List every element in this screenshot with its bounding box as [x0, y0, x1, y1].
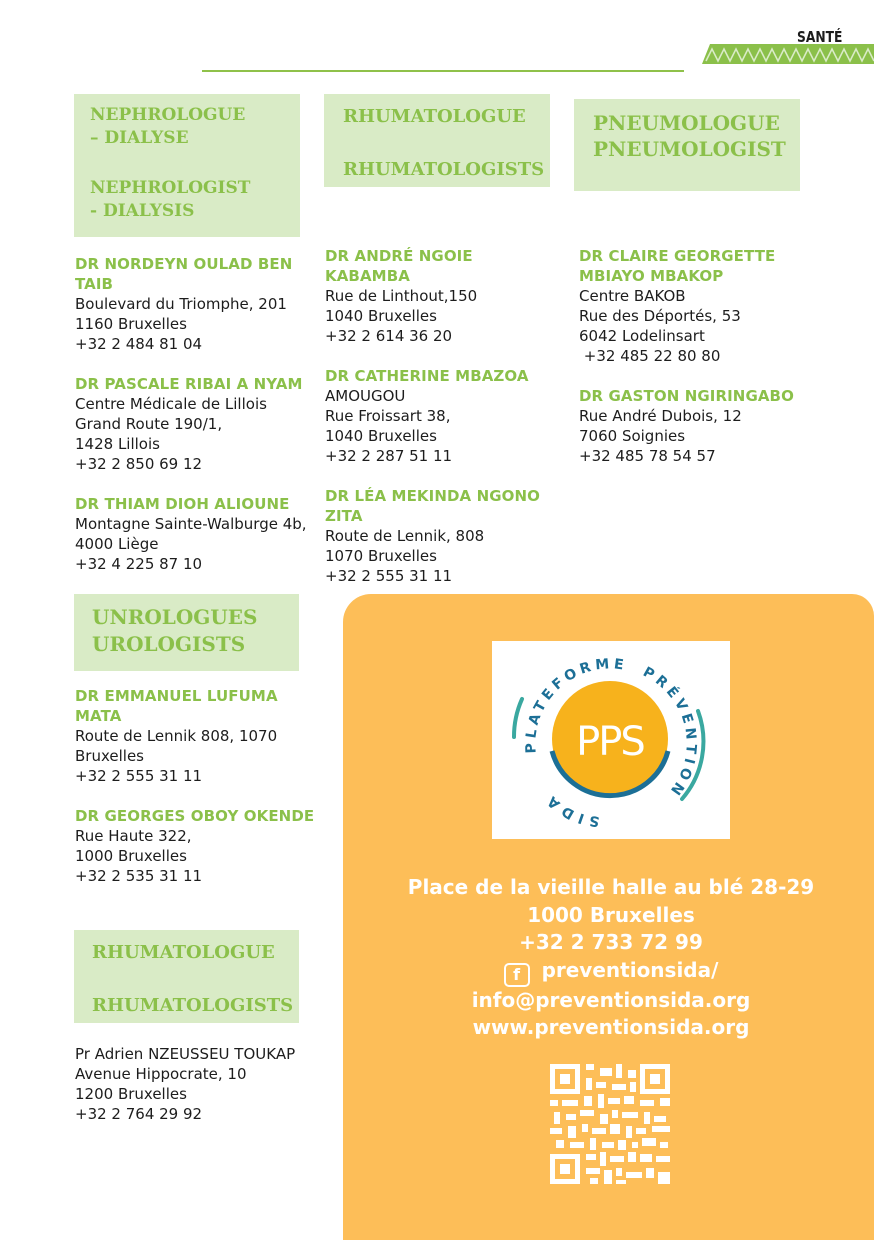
- category-title-en-cont: - DIALYSIS: [90, 200, 195, 221]
- urology-list: [75, 686, 315, 906]
- city-line: 1040 Bruxelles: [325, 427, 437, 445]
- contact-website[interactable]: www.preventionsida.org: [472, 1015, 750, 1039]
- organisation-logo: [492, 641, 730, 839]
- doctor-name-plain: AMOUGOU: [325, 387, 406, 405]
- logo-monogram: PPS: [576, 719, 644, 765]
- address-line: Rue Froissart 38,: [325, 407, 451, 425]
- rheumatology-list: [325, 246, 565, 606]
- doctor-entry: [579, 386, 819, 466]
- address-line: Grand Route 190/1,: [75, 415, 223, 433]
- city-line: 1160 Bruxelles: [75, 315, 187, 333]
- phone-line: +32 2 287 51 11: [325, 447, 453, 465]
- address-line: Centre Médicale de Lillois: [75, 395, 267, 413]
- address-line: Centre BAKOB: [579, 287, 686, 305]
- city-line: 1000 Bruxelles: [75, 847, 187, 865]
- phone-line: +32 4 225 87 10: [75, 555, 203, 573]
- contact-facebook[interactable]: preventionsida/: [541, 957, 719, 982]
- section-label: SANTÉ: [797, 28, 843, 46]
- doctor-name: DR LÉA MEKINDA NGONO: [325, 487, 540, 505]
- doctor-name-cont: TAIB: [75, 275, 114, 293]
- category-title-en: RHUMATOLOGISTS: [92, 995, 294, 1016]
- nephrology-list: [75, 254, 315, 594]
- pps-logo-graphic: [492, 641, 730, 839]
- doctor-name-plain: Pr Adrien NZEUSSEU TOUKAP: [75, 1045, 296, 1063]
- category-title-en: PNEUMOLOGIST: [593, 137, 786, 161]
- contact-email[interactable]: info@preventionsida.org: [471, 987, 751, 1012]
- contact-facebook-row[interactable]: [343, 957, 874, 987]
- city-line: 4000 Liège: [75, 535, 159, 553]
- city-line: Bruxelles: [75, 747, 144, 765]
- address-line: Route de Lennik 808, 1070: [75, 727, 278, 745]
- category-title-fr: RHUMATOLOGUE: [92, 942, 275, 963]
- category-title-en: NEPHROLOGIST: [90, 177, 251, 198]
- doctor-entry: [75, 1044, 315, 1124]
- rheumatology-list-2: [75, 1044, 315, 1144]
- phone-line: +32 485 78 54 57: [579, 447, 716, 465]
- address-line: Rue de Linthout,150: [325, 287, 478, 305]
- contact-city: 1000 Bruxelles: [527, 902, 695, 927]
- contact-phone[interactable]: +32 2 733 72 99: [519, 930, 703, 954]
- doctor-name-cont: MBIAYO MBAKOP: [579, 267, 724, 285]
- city-line: 1428 Lillois: [75, 435, 160, 453]
- category-title-fr: NEPHROLOGUE: [90, 105, 246, 125]
- doctor-entry: [325, 366, 565, 466]
- doctor-entry: [75, 494, 315, 574]
- doctor-name: DR THIAM DIOH ALIOUNE: [75, 495, 290, 513]
- address-line: Avenue Hippocrate, 10: [75, 1065, 247, 1083]
- address-line: Montagne Sainte-Walburge 4b,: [75, 515, 307, 533]
- address-line: Route de Lennik, 808: [325, 527, 485, 545]
- address-line: Rue André Dubois, 12: [579, 407, 742, 425]
- category-box-rheumatology-2: [74, 930, 299, 1023]
- phone-line: +32 485 22 80 80: [579, 347, 721, 365]
- facebook-icon: f: [504, 963, 530, 987]
- doctor-entry: [579, 246, 819, 366]
- city-line: 1070 Bruxelles: [325, 547, 437, 565]
- logo-ring-text-right: PRÉVENTION: [640, 664, 700, 801]
- doctor-name: DR GASTON NGIRINGABO: [579, 387, 794, 405]
- address-line: Rue des Déportés, 53: [579, 307, 741, 325]
- doctor-name: DR NORDEYN OULAD BEN: [75, 255, 293, 273]
- contact-block: [343, 874, 874, 1042]
- doctor-entry: [75, 374, 315, 474]
- doctor-entry: [325, 246, 565, 346]
- logo-ring-text-top: PLATEFORME: [523, 656, 629, 754]
- qr-code: [550, 1064, 670, 1184]
- doctor-entry: [75, 254, 315, 354]
- phone-line: +32 2 484 81 04: [75, 335, 203, 353]
- doctor-name: DR ANDRÉ NGOIE: [325, 247, 473, 265]
- category-title-en: RHUMATOLOGISTS: [343, 159, 545, 180]
- phone-line: +32 2 555 31 11: [325, 567, 453, 585]
- doctor-name-cont: KABAMBA: [325, 267, 410, 285]
- phone-line: +32 2 764 29 92: [75, 1105, 203, 1123]
- category-box-rheumatology: [324, 94, 550, 187]
- section-tab-pattern: [702, 44, 874, 64]
- category-box-nephrology: [74, 94, 300, 237]
- doctor-name: DR CLAIRE GEORGETTE: [579, 247, 776, 265]
- city-line: 1040 Bruxelles: [325, 307, 437, 325]
- doctor-name: DR PASCALE RIBAI A NYAM: [75, 375, 303, 393]
- city-line: 1200 Bruxelles: [75, 1085, 187, 1103]
- doctor-name: DR CATHERINE MBAZOA: [325, 367, 529, 385]
- logo-ring-text-left: SIDA: [541, 789, 601, 830]
- address-line: Boulevard du Triomphe, 201: [75, 295, 287, 313]
- phone-line: +32 2 555 31 11: [75, 767, 203, 785]
- category-box-pneumology: [574, 99, 800, 191]
- category-title-fr-cont: – DIALYSE: [90, 127, 189, 148]
- category-title-fr: RHUMATOLOGUE: [343, 106, 526, 127]
- phone-line: +32 2 850 69 12: [75, 455, 203, 473]
- category-title-fr: PNEUMOLOGUE: [593, 111, 780, 135]
- city-line: 7060 Soignies: [579, 427, 686, 445]
- category-title-fr: UNROLOGUES: [92, 605, 258, 629]
- category-box-urology: [74, 594, 299, 671]
- doctor-entry: [75, 806, 315, 886]
- address-line: Rue Haute 322,: [75, 827, 192, 845]
- doctor-name: DR GEORGES OBOY OKENDE: [75, 807, 315, 825]
- header-divider: [202, 70, 684, 72]
- doctor-name-cont: MATA: [75, 707, 122, 725]
- doctor-entry: [325, 486, 565, 586]
- contact-address: Place de la vieille halle au blé 28-29: [407, 875, 815, 899]
- phone-line: +32 2 614 36 20: [325, 327, 453, 345]
- city-line: 6042 Lodelinsart: [579, 327, 705, 345]
- doctor-entry: [75, 686, 315, 786]
- category-title-en: UROLOGISTS: [92, 632, 246, 656]
- phone-line: +32 2 535 31 11: [75, 867, 203, 885]
- pneumology-list: [579, 246, 819, 486]
- doctor-name: DR EMMANUEL LUFUMA: [75, 687, 278, 705]
- doctor-name-cont: ZITA: [325, 507, 363, 525]
